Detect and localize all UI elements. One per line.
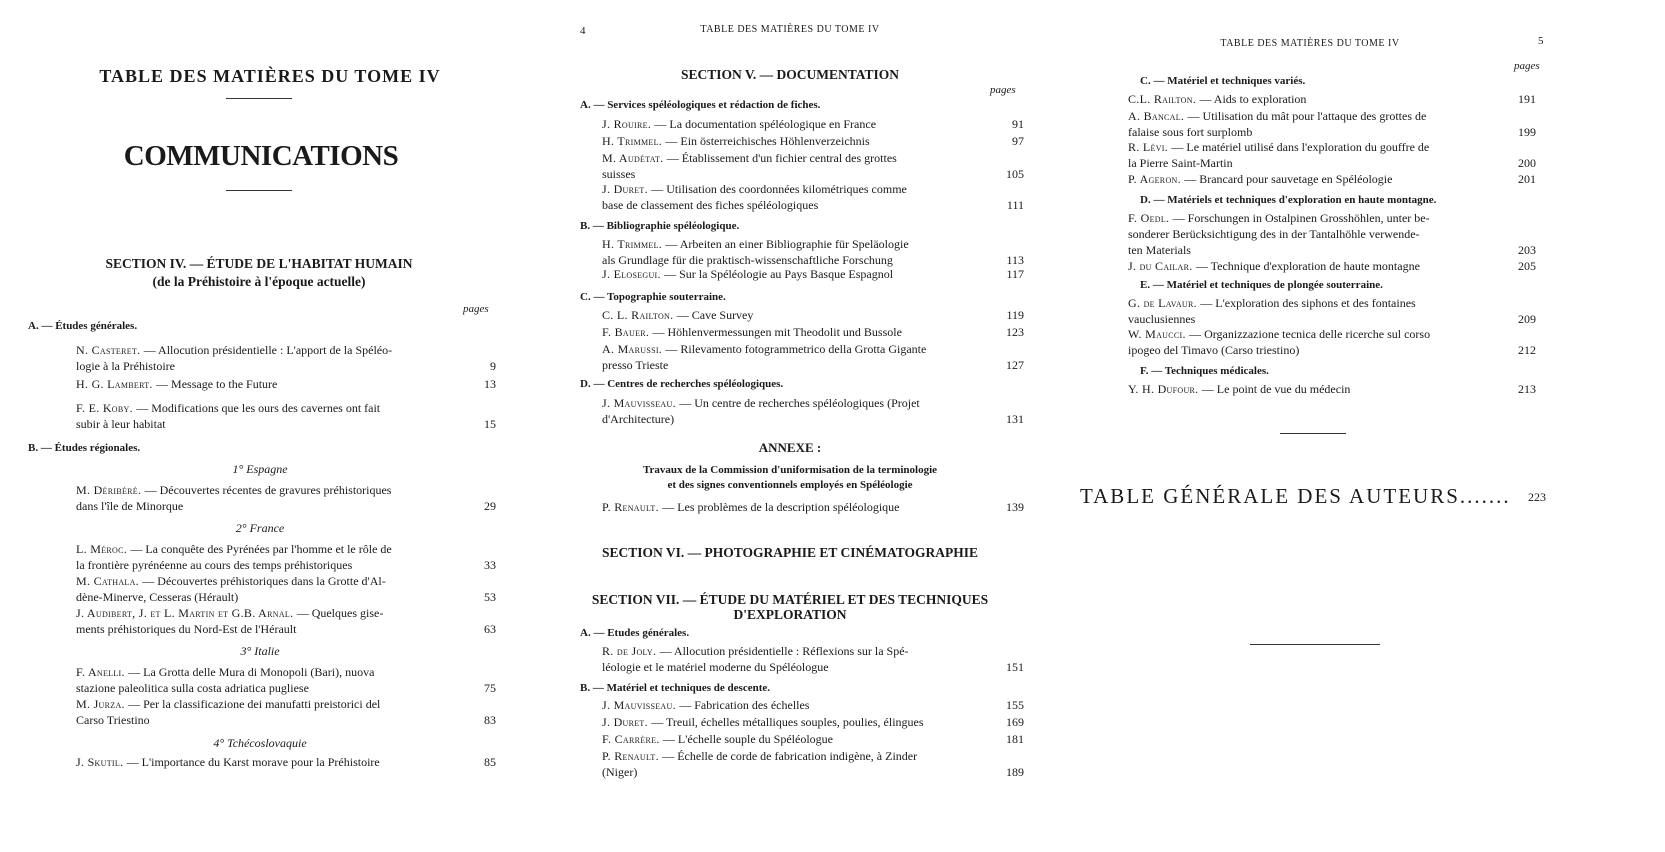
entry-author: P. Renault. (602, 749, 663, 763)
group-a-heading: A. — Études générales. (28, 320, 138, 332)
entry-line (602, 395, 984, 411)
entry-title: léologie et le matériel moderne du Spéléologue (602, 660, 829, 674)
toc-entry (602, 307, 1024, 323)
toc-entry (1128, 326, 1536, 358)
entry-text (76, 376, 456, 392)
group-b-heading: B. — Études régionales. (28, 442, 141, 454)
entry-page: 119 (1006, 308, 1024, 322)
entry-author: C. L. Railton. (602, 308, 677, 322)
entry-text (602, 324, 984, 340)
entry-page: 29 (484, 499, 496, 513)
entry-author: J. Mauvisseau. (602, 698, 680, 712)
table-generale-title: TABLE GÉNÉRALE DES AUTEURS....... (1080, 484, 1511, 508)
s7-group-a-heading: A. — Etudes générales. (580, 627, 690, 639)
group-d-heading: D. — Centres de recherches spéléologiques. (580, 378, 784, 390)
section-iv-subtitle: (de la Préhistoire à l'époque actuelle) (152, 274, 366, 289)
toc-entry (76, 400, 496, 432)
entry-title: ten Materials (1128, 243, 1191, 257)
toc-entry (1128, 171, 1536, 187)
entry-title: sonderer Berücksichtigung des in der Tantalhöhle verwende- (1128, 227, 1420, 241)
entry-text (76, 696, 456, 728)
entry-page: 155 (1006, 698, 1024, 712)
entry-line (602, 659, 984, 675)
group-e-heading: E. — Matériel et techniques de plongée souterraine. (1140, 279, 1383, 291)
entry-line (1128, 91, 1496, 107)
entry-page: 151 (1006, 660, 1024, 674)
entry-text (1128, 139, 1496, 171)
entry-title: (Niger) (602, 765, 638, 779)
toc-entry (1128, 210, 1536, 258)
entry-title: ments préhistoriques du Nord-Est de l'Hérault (76, 622, 297, 636)
entry-title: falaise sous fort surplomb (1128, 125, 1253, 139)
entry-text (76, 664, 456, 696)
entry-text (1128, 108, 1496, 140)
entry-page: 83 (484, 713, 496, 727)
entry-line (76, 664, 456, 680)
s7-group-b-heading: B. — Matériel et techniques de descente. (580, 682, 771, 694)
entry-author: F. Anelli. (76, 665, 129, 679)
entry-title: — La documentation spéléologique en France (654, 117, 877, 131)
entry-page: 75 (484, 681, 496, 695)
entry-line (602, 499, 984, 515)
toc-entry (76, 696, 496, 728)
entry-author: C.L. Railton. (1128, 92, 1200, 106)
left-page (0, 0, 540, 852)
toc-entry (602, 236, 1024, 268)
toc-entry (76, 605, 496, 637)
toc-entry (76, 573, 496, 605)
entry-line (602, 133, 984, 149)
entry-title: ipogeo del Timavo (Carso triestino) (1128, 343, 1300, 357)
communications-heading: COMMUNICATIONS (123, 140, 399, 172)
toc-entry (76, 664, 496, 696)
entry-page: 139 (1006, 500, 1024, 514)
entry-page: 203 (1518, 243, 1536, 257)
entry-title: — Ein österreichisches Höhlenverzeichnis (665, 134, 870, 148)
entry-title: — Établissement d'un fichier central des grottes (666, 151, 897, 165)
entry-title: — Forschungen in Ostalpinen Grosshöhlen, unter be- (1172, 211, 1430, 225)
toc-entry (1128, 108, 1536, 140)
toc-entry (602, 395, 1024, 427)
toc-entry (602, 731, 1024, 747)
entry-title: — Découvertes récentes de gravures préhistoriques (144, 483, 392, 497)
entry-title: subir à leur habitat (76, 417, 166, 431)
entry-author: J. Duret. (602, 182, 652, 196)
entry-line (1128, 342, 1496, 358)
entry-text (602, 341, 984, 373)
entry-line (76, 712, 456, 728)
entry-author: H. Trimmel. (602, 134, 666, 148)
entry-title: — La Grotta delle Mura di Monopoli (Bari), nuova (128, 665, 375, 679)
group-b-heading: B. — Bibliographie spéléologique. (580, 220, 740, 232)
entry-line (76, 482, 456, 498)
entry-line (1128, 326, 1496, 342)
heading-rule (226, 190, 292, 191)
entry-title: dène-Minerve, Cesseras (Hérault) (76, 590, 239, 604)
entry-line (1128, 242, 1496, 258)
entry-page: 201 (1518, 172, 1536, 186)
entry-title: — Utilisation des coordonnées kilométriques comme (651, 182, 907, 196)
entry-author: G. de Lavaur. (1128, 296, 1201, 310)
entry-page: 169 (1006, 715, 1024, 729)
entry-line (602, 197, 984, 213)
entry-line (1128, 171, 1496, 187)
entry-author: J. Skutil. (76, 755, 127, 769)
entry-line (602, 697, 984, 713)
title-rule (226, 98, 292, 99)
entry-author: F. E. Koby. (76, 401, 137, 415)
entry-text (76, 754, 456, 770)
entry-text (602, 236, 984, 268)
region-4-heading: 4° Tchécoslovaquie (213, 736, 307, 750)
entry-line (1128, 258, 1496, 274)
entry-title: — Un centre de recherches spéléologiques (Projet (679, 396, 920, 410)
annexe-heading: ANNEXE : (758, 440, 822, 455)
entry-title: — L'importance du Karst morave pour la Préhistoire (126, 755, 380, 769)
entry-line (1128, 311, 1496, 327)
entry-author: F. Bauer. (602, 325, 653, 339)
entry-text (602, 150, 984, 182)
page-number: 5 (1538, 35, 1544, 47)
entry-text (1128, 295, 1496, 327)
pages-label: pages (990, 84, 1016, 96)
entry-line (1128, 139, 1496, 155)
entry-title: — Allocution présidentielle : Réflexions sur la Spé- (659, 644, 909, 658)
entry-title: — L'exploration des siphons et des fontaines (1200, 296, 1416, 310)
entry-author: J. Mauvisseau. (602, 396, 680, 410)
entry-line (76, 605, 456, 621)
entry-author: F. Oedl. (1128, 211, 1173, 225)
entry-text (1128, 91, 1496, 107)
region-1-heading: 1° Espagne (232, 462, 288, 476)
entry-line (602, 307, 984, 323)
entry-title: — Modifications que les ours des cavernes ont fait (136, 401, 381, 415)
entry-author: J. du Cailar. (1128, 259, 1196, 273)
group-a-heading: A. — Services spéléologiques et rédaction de fiches. (580, 99, 821, 111)
entry-line (602, 166, 984, 182)
entry-author: J. Rouire. (602, 117, 655, 131)
entry-line (602, 236, 984, 252)
entry-title: — Höhlenvermessungen mit Theodolit und Bussole (652, 325, 902, 339)
entry-author: R. de Joly. (602, 644, 660, 658)
entry-author: H. G. Lambert. (76, 377, 157, 391)
pages-label: pages (1514, 60, 1540, 72)
entry-title: suisses (602, 167, 636, 181)
entry-author: R. Lévi. (1128, 140, 1172, 154)
entry-text (602, 307, 984, 323)
entry-page: 127 (1006, 358, 1024, 372)
entry-title: — Cave Survey (676, 308, 754, 322)
entry-page: 9 (490, 359, 496, 373)
entry-page: 105 (1006, 167, 1024, 181)
entry-text (76, 400, 456, 432)
toc-entry (602, 714, 1024, 730)
entry-text (76, 573, 456, 605)
entry-author: W. Maucci. (1128, 327, 1190, 341)
toc-entry (602, 116, 1024, 132)
entry-line (602, 643, 984, 659)
running-head: TABLE DES MATIÈRES DU TOME IV (1220, 38, 1400, 49)
entry-line (1128, 210, 1496, 226)
entry-line (76, 400, 456, 416)
entry-title: — Rilevamento fotogrammetrico della Grotta Gigante (665, 342, 927, 356)
entry-line (1128, 108, 1496, 124)
page-number: 4 (580, 25, 586, 37)
entry-text (1128, 326, 1496, 358)
entry-page: 123 (1006, 325, 1024, 339)
entry-title: — Découvertes préhistoriques dans la Grotte d'Al- (142, 574, 386, 588)
entry-line (602, 116, 984, 132)
entry-title: — Le point de vue du médecin (1201, 382, 1351, 396)
entry-author: M. Jurza. (76, 697, 129, 711)
entry-page: 200 (1518, 156, 1536, 170)
entry-page: 85 (484, 755, 496, 769)
entry-title: — Technique d'exploration de haute montagne (1195, 259, 1420, 273)
entry-title: — Fabrication des échelles (679, 698, 810, 712)
entry-page: 97 (1012, 134, 1024, 148)
entry-title: — Sur la Spéléologie au Pays Basque Espagnol (664, 267, 894, 281)
entry-title: — Quelques gise- (296, 606, 384, 620)
entry-author: P. Ageron. (1128, 172, 1185, 186)
toc-entry (602, 181, 1024, 213)
entry-title: Carso Triestino (76, 713, 150, 727)
entry-page: 113 (1006, 253, 1024, 267)
entry-author: H. Trimmel. (602, 237, 666, 251)
entry-author: M. Déribéré. (76, 483, 145, 497)
toc-entry (76, 541, 496, 573)
entry-line (76, 589, 456, 605)
entry-page: 117 (1006, 267, 1024, 281)
entry-author: M. Audétat. (602, 151, 667, 165)
entry-text (76, 342, 456, 374)
entry-page: 205 (1518, 259, 1536, 273)
entry-title: — La conquête des Pyrénées par l'homme et le rôle de (130, 542, 392, 556)
toc-entry (602, 133, 1024, 149)
entry-title: logie à la Préhistoire (76, 359, 175, 373)
group-f-heading: F. — Techniques médicales. (1140, 365, 1269, 377)
entry-text (1128, 381, 1496, 397)
entry-text (602, 133, 984, 149)
toc-entry (602, 748, 1024, 780)
entry-title: base de classement des fiches spéléologiques (602, 198, 819, 212)
divider-rule (1280, 433, 1346, 434)
entry-title: la frontière pyrénéenne au cours des temps préhistoriques (76, 558, 353, 572)
toc-title: TABLE DES MATIÈRES DU TOME IV (99, 66, 441, 86)
entry-author: J. Audibert, J. et L. Martin et G.B. Arnal. (76, 606, 297, 620)
entry-title: la Pierre Saint-Martin (1128, 156, 1233, 170)
entry-line (602, 181, 984, 197)
entry-title: — Aids to exploration (1199, 92, 1307, 106)
entry-page: 15 (484, 417, 496, 431)
entry-page: 191 (1518, 92, 1536, 106)
entry-text (1128, 171, 1496, 187)
toc-entry (76, 376, 496, 392)
entry-line (76, 557, 456, 573)
entry-page: 91 (1012, 117, 1024, 131)
toc-entry (602, 697, 1024, 713)
running-head: TABLE DES MATIÈRES DU TOME IV (700, 24, 880, 35)
entry-text (602, 181, 984, 213)
entry-title: — Treuil, échelles métalliques souples, poulies, élingues (651, 715, 924, 729)
entry-line (1128, 295, 1496, 311)
entry-title: stazione paleolitica sulla costa adriatica pugliese (76, 681, 309, 695)
entry-title: — Le matériel utilisé dans l'exploration du gouffre de (1171, 140, 1430, 154)
section-vi-title: SECTION VI. — PHOTOGRAPHIE ET CINÉMATOGRAPHIE (601, 545, 979, 560)
entry-title: dans l'île de Minorque (76, 499, 184, 513)
entry-author: M. Cathala. (76, 574, 143, 588)
entry-title: — Utilisation du mât pour l'attaque des grottes de (1187, 109, 1427, 123)
toc-entry (76, 482, 496, 514)
group-c-heading: C. — Matériel et techniques variés. (1140, 75, 1306, 87)
entry-line (76, 498, 456, 514)
entry-text (602, 395, 984, 427)
section-vii-title-2: D'EXPLORATION (733, 607, 847, 622)
entry-title: — Échelle de corde de fabrication indigène, à Zinder (662, 749, 918, 763)
entry-line (1128, 124, 1496, 140)
entry-text (602, 731, 984, 747)
toc-entry (1128, 91, 1536, 107)
toc-entry (1128, 258, 1536, 274)
entry-line (76, 696, 456, 712)
toc-entry (1128, 295, 1536, 327)
entry-line (602, 266, 984, 282)
entry-text (602, 266, 984, 282)
entry-text (1128, 258, 1496, 274)
section-v-title: SECTION V. — DOCUMENTATION (680, 67, 900, 82)
entry-title: d'Architecture) (602, 412, 675, 426)
group-c-heading: C. — Topographie souterraine. (580, 291, 726, 303)
entry-line (1128, 226, 1496, 242)
section-iv-title: SECTION IV. — ÉTUDE DE L'HABITAT HUMAIN (105, 256, 413, 271)
entry-author: L. Méroc. (76, 542, 131, 556)
entry-title: — Arbeiten an einer Bibliographie für Speläologie (665, 237, 909, 251)
entry-text (1128, 210, 1496, 258)
toc-entry (602, 643, 1024, 675)
entry-author: J. Duret. (602, 715, 652, 729)
region-2-heading: 2° France (235, 521, 285, 535)
section-vii-title-1: SECTION VII. — ÉTUDE DU MATÉRIEL ET DES TECHNIQUES (591, 592, 989, 607)
region-3-heading: 3° Italie (240, 644, 280, 658)
entry-line (602, 748, 984, 764)
entry-line (1128, 381, 1496, 397)
entry-title: — Message to the Future (156, 377, 278, 391)
entry-title: — L'échelle souple du Spéléologue (662, 732, 834, 746)
toc-entry (76, 342, 496, 374)
entry-page: 189 (1006, 765, 1024, 779)
entry-text (602, 499, 984, 515)
entry-author: Y. H. Dufour. (1128, 382, 1202, 396)
entry-title: presso Trieste (602, 358, 669, 372)
entry-page: 33 (484, 558, 496, 572)
entry-line (76, 342, 456, 358)
entry-text (602, 116, 984, 132)
entry-page: 13 (484, 377, 496, 391)
group-d-heading: D. — Matériels et techniques d'exploration en haute montagne. (1140, 194, 1437, 206)
toc-entry (602, 150, 1024, 182)
entry-page: 209 (1518, 312, 1536, 326)
entry-line (602, 324, 984, 340)
middle-page (580, 0, 1105, 852)
entry-text (76, 605, 456, 637)
toc-entry (602, 341, 1024, 373)
entry-page: 213 (1518, 382, 1536, 396)
toc-entry (1128, 381, 1536, 397)
entry-line (602, 731, 984, 747)
toc-entry (602, 324, 1024, 340)
entry-page: 131 (1006, 412, 1024, 426)
entry-author: A. Marussi. (602, 342, 666, 356)
toc-entry (76, 754, 496, 770)
entry-line (1128, 155, 1496, 171)
entry-page: 199 (1518, 125, 1536, 139)
entry-author: P. Renault. (602, 500, 663, 514)
entry-title: — Brancard pour sauvetage en Spéléologie (1184, 172, 1393, 186)
entry-page: 111 (1006, 198, 1024, 212)
entry-page: 212 (1518, 343, 1536, 357)
entry-text (602, 643, 984, 675)
entry-line (602, 714, 984, 730)
entry-title: vauclusiennes (1128, 312, 1196, 326)
entry-text (602, 697, 984, 713)
entry-line (602, 357, 984, 373)
annexe-subtitle-1: Travaux de la Commission d'uniformisation de la terminologie (642, 464, 938, 476)
entry-title: — Per la classificazione dei manufatti preistorici del (128, 697, 381, 711)
entry-page: 63 (484, 622, 496, 636)
entry-page: 181 (1006, 732, 1024, 746)
entry-text (602, 748, 984, 780)
entry-line (602, 341, 984, 357)
entry-line (76, 680, 456, 696)
pages-label: pages (463, 303, 489, 315)
entry-line (602, 150, 984, 166)
entry-author: N. Casteret. (76, 343, 144, 357)
entry-author: F. Carrère. (602, 732, 663, 746)
entry-text (76, 541, 456, 573)
entry-text (602, 714, 984, 730)
entry-line (76, 358, 456, 374)
entry-title: — Les problèmes de la description spéléologique (662, 500, 900, 514)
table-generale-page: 223 (1528, 490, 1546, 504)
toc-entry (1128, 139, 1536, 171)
entry-line (76, 416, 456, 432)
entry-title: — Organizzazione tecnica delle ricerche sul corso (1189, 327, 1431, 341)
entry-line (76, 621, 456, 637)
entry-line (602, 411, 984, 427)
entry-line (602, 764, 984, 780)
entry-line (76, 376, 456, 392)
toc-entry (602, 266, 1024, 282)
entry-text (76, 482, 456, 514)
annexe-subtitle-2: et des signes conventionnels employés en Spéléologie (667, 479, 913, 491)
entry-author: A. Bancal. (1128, 109, 1188, 123)
entry-title: — Allocution présidentielle : L'apport de la Spéléo- (143, 343, 393, 357)
entry-author: J. Elosegui. (602, 267, 665, 281)
right-page (1080, 0, 1665, 852)
entry-line (76, 541, 456, 557)
toc-entry (602, 499, 1024, 515)
entry-page: 53 (484, 590, 496, 604)
entry-title: als Grundlage für die praktisch-wissenschaftliche Forschung (602, 253, 893, 267)
entry-line (76, 573, 456, 589)
entry-line (76, 754, 456, 770)
end-rule (1250, 644, 1380, 645)
